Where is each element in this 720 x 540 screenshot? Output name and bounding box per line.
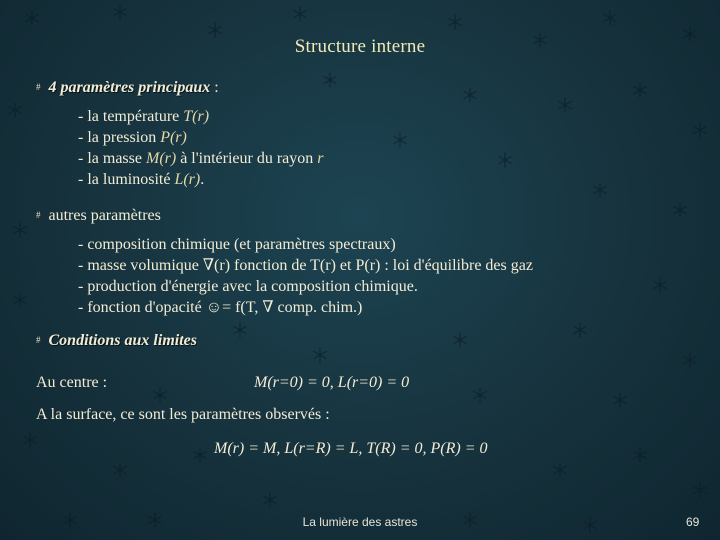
page-number: 69: [686, 515, 700, 529]
list-item: - la luminosité L(r).: [78, 171, 205, 188]
heading-text: 4 paramètres principaux: [48, 79, 211, 96]
centre-label: Au centre :: [36, 374, 108, 391]
list-item: - la masse M(r) à l'intérieur du rayon r: [78, 150, 324, 167]
heading-colon: :: [210, 79, 219, 96]
other-params-list: [78, 234, 533, 318]
surface-equation: M(r) = M, L(r=R) = L, T(R) = 0, P(R) = 0: [214, 440, 488, 457]
section-heading-boundary-conditions: [36, 332, 197, 350]
centre-equation: M(r=0) = 0, L(r=0) = 0: [254, 374, 410, 391]
bullet-marker: #: [36, 210, 41, 220]
list-item: - fonction d'opacité ☺= f(T, ∇ comp. chim.): [78, 299, 363, 316]
list-item: - masse volumique ∇(r) fonction de T(r) et P(r) : loi d'équilibre des gaz: [78, 257, 533, 274]
footer-title: La lumière des astres: [302, 515, 418, 529]
list-item: - composition chimique (et paramètres spectraux): [78, 236, 396, 253]
list-item: - production d'énergie avec la composition chimique.: [78, 278, 418, 295]
list-item: - la température T(r): [78, 108, 210, 125]
list-item: - la pression P(r): [78, 129, 187, 146]
section-heading-other-params: [36, 207, 161, 225]
surface-label: A la surface, ce sont les paramètres observés :: [36, 406, 330, 423]
bullet-marker: #: [36, 82, 41, 92]
bullet-marker: #: [36, 335, 41, 345]
heading-text: autres paramètres: [48, 207, 161, 224]
heading-text: Conditions aux limites: [48, 332, 197, 349]
section-heading-main-params: [36, 79, 219, 97]
page-title: Structure interne: [294, 36, 426, 57]
main-params-list: [78, 106, 324, 190]
